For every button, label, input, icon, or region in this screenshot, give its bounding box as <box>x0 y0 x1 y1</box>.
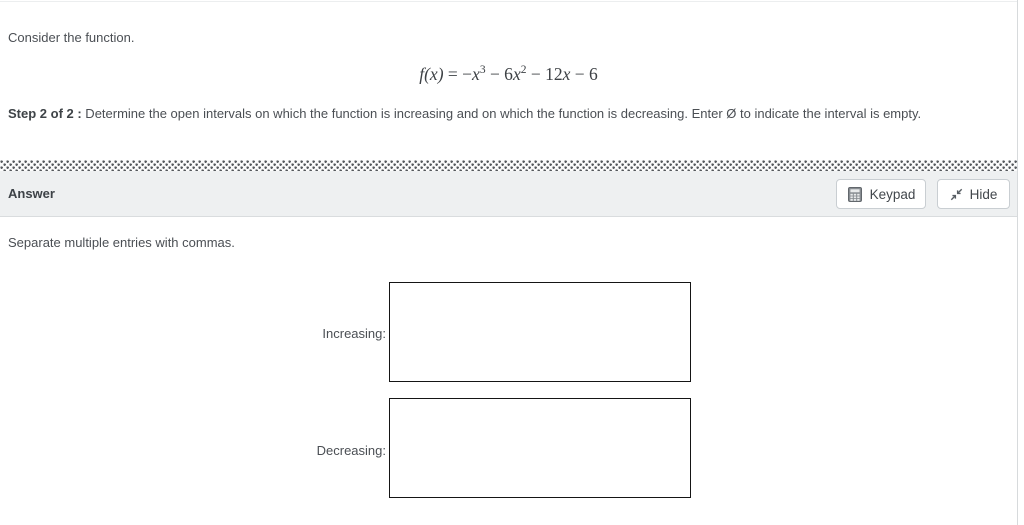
content-right-border <box>1017 0 1018 525</box>
answer-title: Answer <box>8 186 55 201</box>
answer-bar <box>0 171 1017 217</box>
entries-hint: Separate multiple entries with commas. <box>8 235 235 250</box>
step-description: Determine the open intervals on which the function is increasing and on which the function is decreasing. Enter Ø to indicate the interval is empty. <box>81 106 922 121</box>
step-instructions <box>8 106 1008 121</box>
keypad-button[interactable] <box>836 179 926 209</box>
step-label: Step 2 of 2 : <box>8 106 82 121</box>
hide-icon <box>950 188 963 201</box>
decreasing-label: Decreasing: <box>316 443 386 458</box>
hide-button-label: Hide <box>969 186 998 202</box>
function-formula: $f(x) = -x^3 - 6x^2 - 12x - 6$ <box>419 64 598 84</box>
section-divider <box>0 160 1017 171</box>
keypad-button-label: Keypad <box>869 186 916 202</box>
increasing-input[interactable] <box>389 282 691 382</box>
content-top-border <box>0 1 1017 2</box>
hide-button[interactable] <box>937 179 1010 209</box>
decreasing-input[interactable] <box>389 398 691 498</box>
increasing-label: Increasing: <box>322 326 386 341</box>
keypad-icon <box>847 187 863 202</box>
formula-fx: f(x) <box>419 64 444 84</box>
question-intro: Consider the function. <box>8 30 135 45</box>
